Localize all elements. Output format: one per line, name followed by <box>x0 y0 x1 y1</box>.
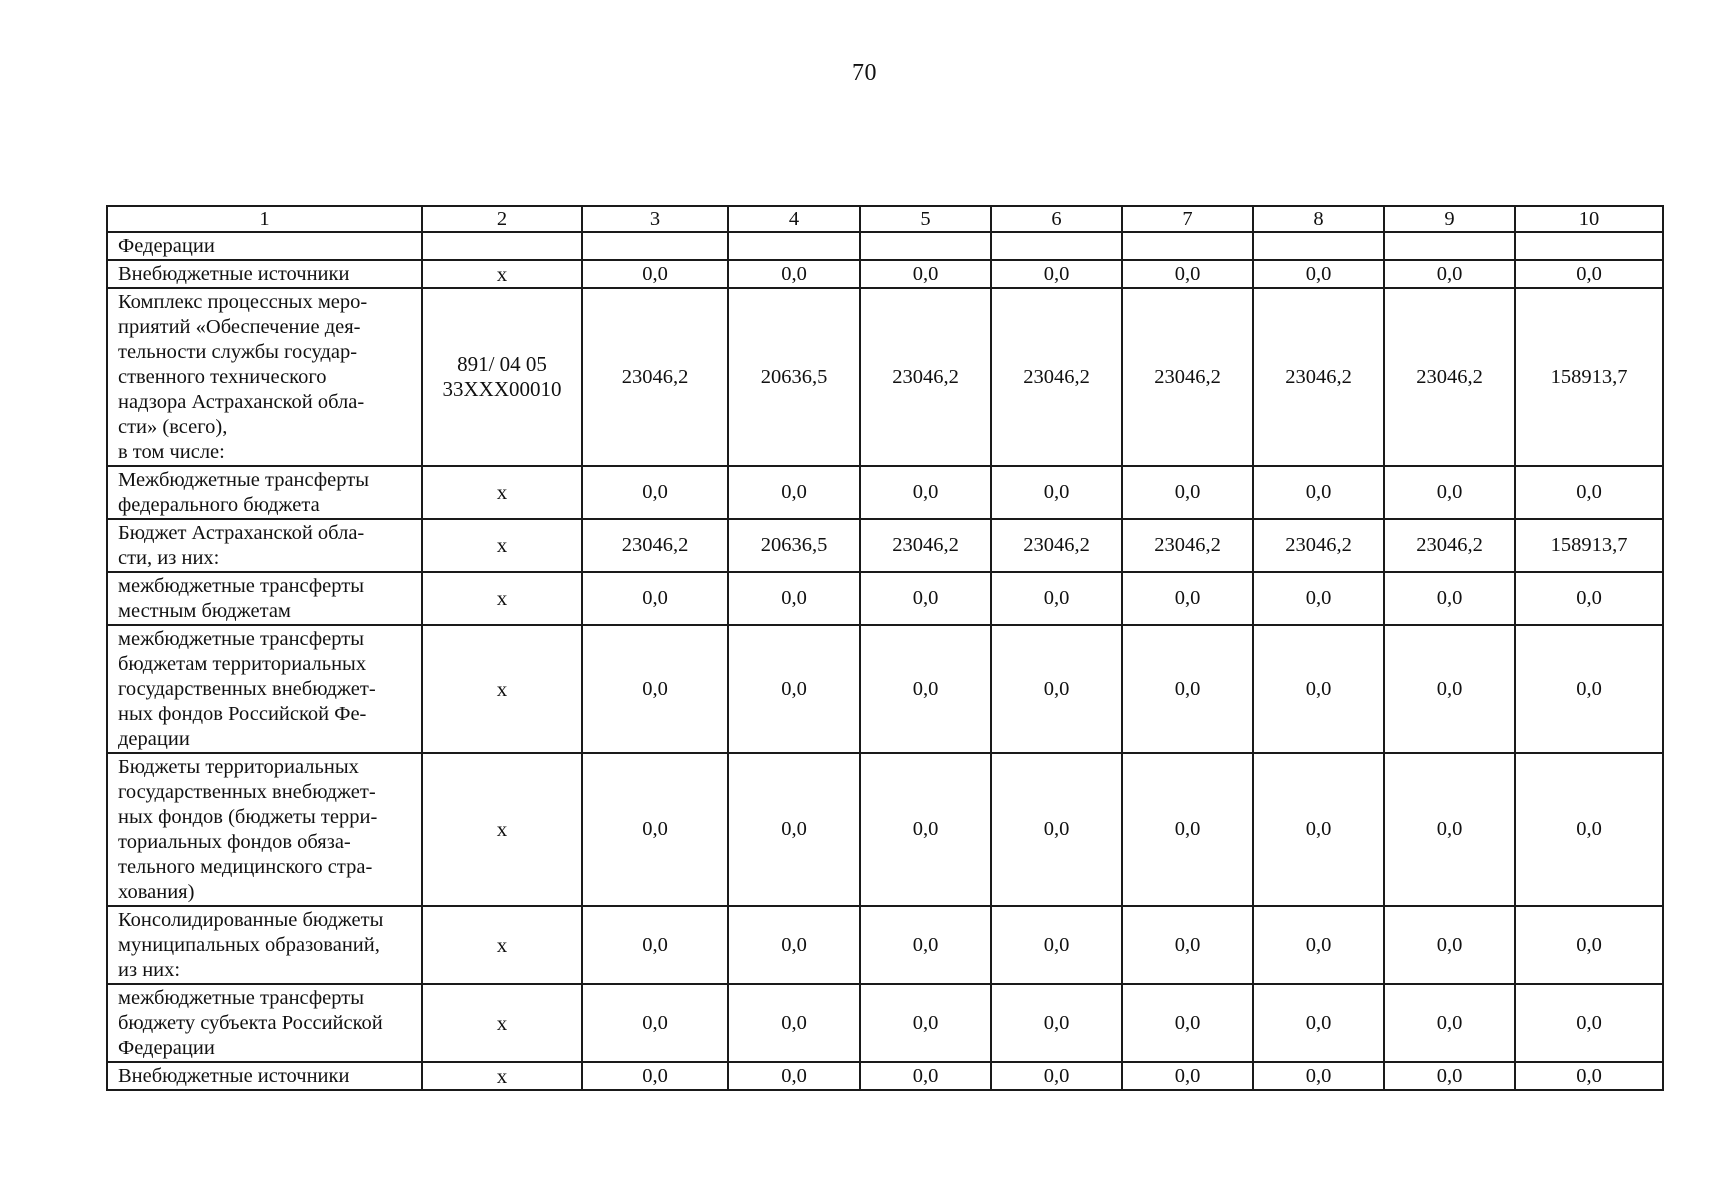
value-cell: 0,0 <box>1122 984 1253 1062</box>
row-code-cell <box>422 984 582 1062</box>
table-row <box>107 288 1663 466</box>
row-name-line: межбюджетные трансферты <box>118 575 364 597</box>
value-cell: 0,0 <box>582 753 728 906</box>
value-cell: 0,0 <box>1122 466 1253 519</box>
row-code: x <box>496 676 508 701</box>
row-name-line: в том числе: <box>118 441 225 463</box>
value-cell: 0,0 <box>582 906 728 984</box>
column-header: 9 <box>1384 206 1515 232</box>
row-name-line: государственных внебюджет- <box>118 678 376 700</box>
table-row <box>107 572 1663 625</box>
value-cell: 0,0 <box>1515 625 1663 753</box>
value-cell: 0,0 <box>1253 984 1384 1062</box>
column-header: 1 <box>107 206 422 232</box>
row-code-cell <box>422 906 582 984</box>
value-cell: 0,0 <box>728 260 860 288</box>
column-header: 5 <box>860 206 991 232</box>
row-code-cell <box>422 260 582 288</box>
row-code: x <box>496 586 508 610</box>
value-cell: 0,0 <box>991 625 1122 753</box>
value-cell: 158913,7 <box>1515 288 1663 466</box>
page-number: 70 <box>852 60 877 86</box>
row-code: x <box>496 480 508 504</box>
value-cell: 0,0 <box>1253 625 1384 753</box>
value-cell: 0,0 <box>582 466 728 519</box>
value-cell: 158913,7 <box>1515 519 1663 572</box>
row-code-cell <box>422 1062 582 1090</box>
row-name-line: сти, из них: <box>118 547 220 569</box>
value-cell: 20636,5 <box>728 519 860 572</box>
value-cell: 0,0 <box>1384 260 1515 288</box>
column-header: 4 <box>728 206 860 232</box>
row-name-line: сти» (всего), <box>118 416 228 438</box>
row-name-cell <box>107 1062 422 1090</box>
row-name-cell <box>107 572 422 625</box>
value-cell: 0,0 <box>582 625 728 753</box>
row-code-cell <box>422 232 582 260</box>
value-cell: 0,0 <box>1515 984 1663 1062</box>
value-cell: 0,0 <box>991 753 1122 906</box>
value-cell: 0,0 <box>1515 572 1663 625</box>
value-cell: 0,0 <box>728 466 860 519</box>
value-cell: 20636,5 <box>728 288 860 466</box>
column-header: 2 <box>422 206 582 232</box>
row-name-cell <box>107 466 422 519</box>
row-name-line: межбюджетные трансферты <box>118 628 364 650</box>
value-cell: 0,0 <box>1122 753 1253 906</box>
value-cell: 0,0 <box>991 1062 1122 1090</box>
row-name-cell <box>107 288 422 466</box>
row-name-line: Федерации <box>118 1037 215 1059</box>
value-cell: 0,0 <box>860 753 991 906</box>
row-name-line: федерального бюджета <box>118 494 320 516</box>
column-header: 6 <box>991 206 1122 232</box>
value-cell: 0,0 <box>1122 625 1253 753</box>
row-name-line: муниципальных образований, <box>118 934 380 956</box>
value-cell: 0,0 <box>582 260 728 288</box>
value-cell: 0,0 <box>1122 572 1253 625</box>
value-cell: 23046,2 <box>860 288 991 466</box>
row-code-line: 33ХХХ00010 <box>442 377 562 401</box>
value-cell: 0,0 <box>1384 625 1515 753</box>
value-cell: 0,0 <box>1515 260 1663 288</box>
row-code-cell <box>422 466 582 519</box>
row-code: x <box>496 261 508 286</box>
table-row <box>107 466 1663 519</box>
row-code-cell <box>422 625 582 753</box>
row-name-line: хования) <box>118 881 195 903</box>
row-name-line: дерации <box>118 728 190 750</box>
value-cell: 0,0 <box>1384 572 1515 625</box>
value-cell: 0,0 <box>582 572 728 625</box>
row-name: Внебюджетные источники <box>118 263 350 285</box>
row-name-line: межбюджетные трансферты <box>118 987 364 1009</box>
row-name-line: ных фондов (бюджеты терри- <box>118 806 378 828</box>
row-name-line: государственных внебюджет- <box>118 781 376 803</box>
value-cell: 0,0 <box>728 753 860 906</box>
value-cell: 0,0 <box>860 572 991 625</box>
value-cell: 0,0 <box>1122 260 1253 288</box>
value-cell: 0,0 <box>1384 1062 1515 1090</box>
value-cell: 0,0 <box>1253 572 1384 625</box>
value-cell: 23046,2 <box>1384 519 1515 572</box>
row-code-cell <box>422 753 582 906</box>
table-row <box>107 1062 1663 1090</box>
row-code-cell <box>422 519 582 572</box>
table-row <box>107 625 1663 753</box>
value-cell: 0,0 <box>860 906 991 984</box>
value-cell: 0,0 <box>1253 260 1384 288</box>
value-cell <box>1384 232 1515 260</box>
value-cell: 0,0 <box>728 984 860 1062</box>
value-cell: 0,0 <box>860 1062 991 1090</box>
row-name: Внебюджетные источники <box>118 1065 350 1087</box>
row-code: x <box>496 932 508 957</box>
row-code: x <box>496 1010 508 1035</box>
value-cell: 0,0 <box>1253 753 1384 906</box>
row-code: x <box>496 533 508 557</box>
value-cell: 0,0 <box>991 572 1122 625</box>
row-name-cell <box>107 519 422 572</box>
value-cell: 0,0 <box>728 572 860 625</box>
value-cell: 0,0 <box>1515 466 1663 519</box>
row-name-cell <box>107 625 422 753</box>
value-cell: 0,0 <box>1253 1062 1384 1090</box>
row-code: x <box>496 817 508 841</box>
row-name-line: Комплекс процессных меро- <box>118 291 368 313</box>
value-cell: 0,0 <box>991 260 1122 288</box>
value-cell: 0,0 <box>860 260 991 288</box>
row-name-cell <box>107 906 422 984</box>
row-name-line: из них: <box>118 959 181 981</box>
value-cell: 23046,2 <box>1384 288 1515 466</box>
value-cell: 0,0 <box>1384 753 1515 906</box>
value-cell: 0,0 <box>1253 906 1384 984</box>
value-cell: 0,0 <box>1384 906 1515 984</box>
row-code-line: 891/ 04 05 <box>457 352 547 376</box>
value-cell: 0,0 <box>728 906 860 984</box>
table-row <box>107 984 1663 1062</box>
value-cell: 23046,2 <box>991 519 1122 572</box>
row-name-line: Консолидированные бюджеты <box>118 909 384 931</box>
table-row <box>107 906 1663 984</box>
value-cell <box>728 232 860 260</box>
value-cell: 23046,2 <box>1253 288 1384 466</box>
value-cell <box>1122 232 1253 260</box>
row-name-line: надзора Астраханской обла- <box>118 391 365 413</box>
row-name-line: ственного технического <box>118 366 327 388</box>
value-cell: 0,0 <box>991 466 1122 519</box>
column-header: 3 <box>582 206 728 232</box>
value-cell: 0,0 <box>1122 1062 1253 1090</box>
row-name-line: бюджетам территориальных <box>118 653 367 675</box>
row-code-cell <box>422 288 582 466</box>
value-cell <box>860 232 991 260</box>
row-name-line: местным бюджетам <box>118 600 291 622</box>
row-name-line: Межбюджетные трансферты <box>118 469 369 491</box>
table-row <box>107 519 1663 572</box>
column-header: 7 <box>1122 206 1253 232</box>
value-cell: 0,0 <box>1253 466 1384 519</box>
value-cell: 0,0 <box>582 1062 728 1090</box>
row-name-cell <box>107 232 422 260</box>
value-cell: 0,0 <box>1122 906 1253 984</box>
value-cell <box>991 232 1122 260</box>
value-cell: 23046,2 <box>1122 519 1253 572</box>
value-cell <box>582 232 728 260</box>
row-name-line: тельного медицинского стра- <box>118 856 373 878</box>
value-cell: 0,0 <box>1384 466 1515 519</box>
value-cell: 0,0 <box>1515 1062 1663 1090</box>
value-cell: 0,0 <box>860 625 991 753</box>
budget-table <box>106 205 1664 1091</box>
value-cell: 0,0 <box>728 625 860 753</box>
table-row <box>107 232 1663 260</box>
row-name-line: приятий «Обеспечение дея- <box>118 316 361 338</box>
row-code-cell <box>422 572 582 625</box>
row-name-cell <box>107 260 422 288</box>
value-cell: 23046,2 <box>582 288 728 466</box>
table-row <box>107 753 1663 906</box>
row-name-line: тельности службы государ- <box>118 341 358 363</box>
value-cell: 0,0 <box>1384 984 1515 1062</box>
row-name-line: ных фондов Российской Фе- <box>118 703 367 725</box>
value-cell: 0,0 <box>991 906 1122 984</box>
value-cell <box>1515 232 1663 260</box>
value-cell: 23046,2 <box>860 519 991 572</box>
row-name-cell <box>107 984 422 1062</box>
value-cell: 0,0 <box>1515 753 1663 906</box>
header-row <box>107 206 1663 232</box>
table-body <box>107 232 1663 1090</box>
value-cell: 23046,2 <box>991 288 1122 466</box>
row-name: Федерации <box>118 235 215 257</box>
row-name-line: Бюджет Астраханской обла- <box>118 522 365 544</box>
row-name-cell <box>107 753 422 906</box>
row-name-line: ториальных фондов обяза- <box>118 831 351 853</box>
value-cell: 0,0 <box>860 466 991 519</box>
value-cell <box>1253 232 1384 260</box>
column-header: 10 <box>1515 206 1663 232</box>
value-cell: 0,0 <box>991 984 1122 1062</box>
value-cell: 0,0 <box>1515 906 1663 984</box>
column-header: 8 <box>1253 206 1384 232</box>
row-code: x <box>496 1063 508 1088</box>
value-cell: 0,0 <box>728 1062 860 1090</box>
value-cell: 23046,2 <box>1253 519 1384 572</box>
row-name-line: Бюджеты территориальных <box>118 756 359 778</box>
value-cell: 23046,2 <box>582 519 728 572</box>
row-name-line: бюджету субъекта Российской <box>118 1012 383 1034</box>
value-cell: 23046,2 <box>1122 288 1253 466</box>
value-cell: 0,0 <box>860 984 991 1062</box>
value-cell: 0,0 <box>582 984 728 1062</box>
table-row <box>107 260 1663 288</box>
